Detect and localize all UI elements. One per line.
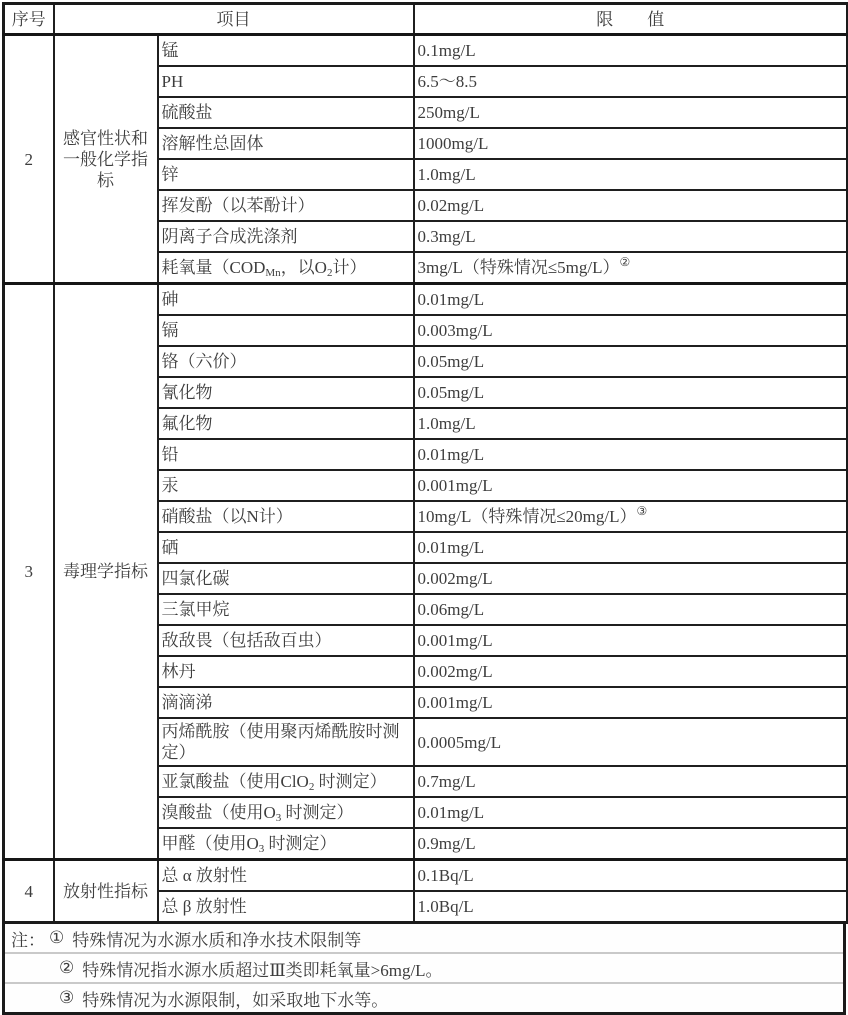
item-cell: 阴离子合成洗涤剂 [158,221,414,252]
item-cell: 甲醛（使用$O_3$ 时测定） [158,828,414,860]
item-cell: 锰 [158,35,414,67]
item-cell: 挥发酚（以苯酚计） [158,190,414,221]
limit-value-cell: 250mg/L [414,97,848,128]
limit-value-cell: 0.06mg/L [414,594,848,625]
limit-value-cell: 0.3mg/L [414,221,848,252]
table-row [4,860,848,892]
item-cell: 铅 [158,439,414,470]
limit-value-cell: 0.0005mg/L [414,718,848,766]
limit-value-cell: 3mg/L（特殊情况≤5mg/L）② [414,252,848,284]
note-row [5,954,843,984]
note-row [5,984,843,1012]
limit-value-cell: 0.1Bq/L [414,860,848,892]
item-cell: 溴酸盐（使用$O_3$ 时测定） [158,797,414,828]
item-cell: 砷 [158,284,414,316]
item-cell: 四氯化碳 [158,563,414,594]
item-cell: 汞 [158,470,414,501]
item-cell: 滴滴涕 [158,687,414,718]
note-marker-icon: ① [49,928,65,947]
limit-value-cell: 0.003mg/L [414,315,848,346]
limit-value-cell: 0.05mg/L [414,346,848,377]
item-cell: PH [158,66,414,97]
limit-value-cell: 0.002mg/L [414,563,848,594]
section-number-cell: 2 [4,35,54,284]
section-number-cell: 3 [4,284,54,860]
limit-value-cell: 0.01mg/L [414,532,848,563]
item-cell: 硫酸盐 [158,97,414,128]
item-cell: 硒 [158,532,414,563]
note-row [5,924,843,954]
water-quality-standard-document [2,2,846,1015]
limit-value-cell: 0.001mg/L [414,470,848,501]
footnotes-block [2,924,846,1015]
limit-value-cell: 1.0mg/L [414,159,848,190]
limit-value-cell: 0.01mg/L [414,284,848,316]
item-cell: 铬（六价） [158,346,414,377]
column-header-limit: 限 值 [414,4,848,35]
note-text: 特殊情况为水源水质和净水技术限制等 [72,930,362,950]
item-cell: 三氯甲烷 [158,594,414,625]
limit-value-cell: 0.05mg/L [414,377,848,408]
note-prefix: 注： [11,930,45,950]
table-row [4,35,848,67]
limit-value-cell: 0.01mg/L [414,797,848,828]
section-number-cell: 4 [4,860,54,923]
limit-value-cell: 0.02mg/L [414,190,848,221]
table-row [4,284,848,316]
limit-value-cell: 0.1mg/L [414,35,848,67]
limit-value-cell: 0.001mg/L [414,625,848,656]
item-cell: 氰化物 [158,377,414,408]
note-text: 特殊情况指水源水质超过Ⅲ类即耗氧量>6mg/L。 [82,960,443,980]
item-cell: 硝酸盐（以N计） [158,501,414,532]
category-cell: 感官性状和一般化学指标 [54,35,158,284]
item-cell: 锌 [158,159,414,190]
item-cell: 耗氧量（$COD_{Mn}$，以$O_2$计） [158,252,414,284]
header-row [4,4,848,35]
item-cell: 总 α 放射性 [158,860,414,892]
limit-value-cell: 0.9mg/L [414,828,848,860]
limit-value-cell: 0.01mg/L [414,439,848,470]
limit-value-cell: 1.0mg/L [414,408,848,439]
limit-value-cell: 1000mg/L [414,128,848,159]
item-cell: 总 β 放射性 [158,891,414,923]
item-cell: 丙烯酰胺（使用聚丙烯酰胺时测定） [158,718,414,766]
limit-value-cell: 0.001mg/L [414,687,848,718]
item-cell: 敌敌畏（包括敌百虫） [158,625,414,656]
note-marker-icon: ③ [59,988,75,1007]
note-text: 特殊情况为水源限制，如采取地下水等。 [82,990,389,1010]
limit-value-cell: 0.7mg/L [414,766,848,797]
item-cell: 溶解性总固体 [158,128,414,159]
limit-value-cell: 6.5～8.5 [414,66,848,97]
limit-value-cell: 0.002mg/L [414,656,848,687]
category-cell: 毒理学指标 [54,284,158,860]
limit-value-cell: 1.0Bq/L [414,891,848,923]
column-header-item: 项目 [54,4,414,35]
column-header-number: 序号 [4,4,54,35]
water-quality-limits-table [2,2,848,924]
category-cell: 放射性指标 [54,860,158,923]
limit-value-cell: 10mg/L（特殊情况≤20mg/L）③ [414,501,848,532]
note-marker-icon: ② [59,958,75,977]
item-cell: 氟化物 [158,408,414,439]
item-cell: 林丹 [158,656,414,687]
item-cell: 镉 [158,315,414,346]
item-cell: 亚氯酸盐（使用ClO$_2$ 时测定） [158,766,414,797]
